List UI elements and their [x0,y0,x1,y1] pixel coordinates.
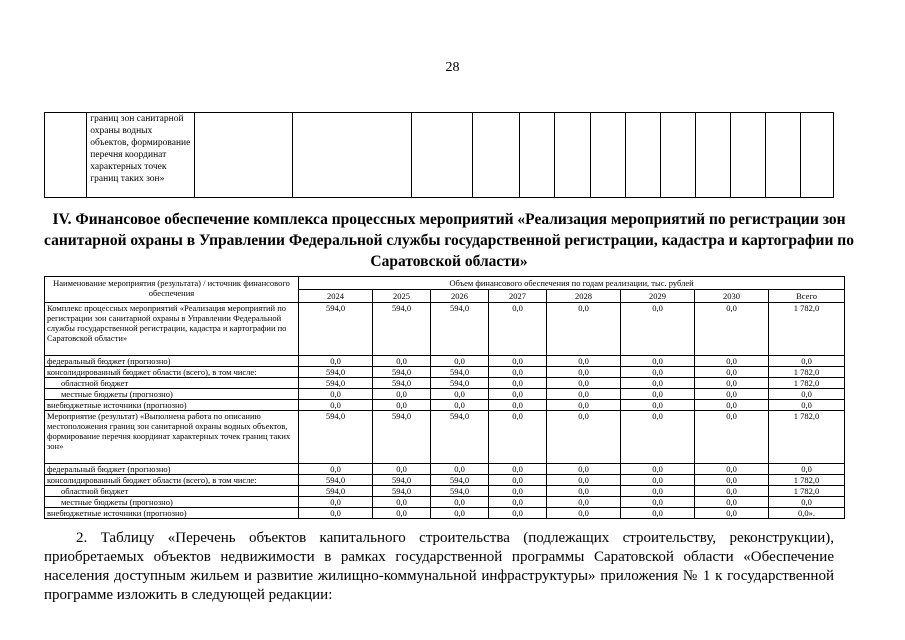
cell-value: 0,0 [489,389,547,400]
financing-table [44,276,845,519]
cell-value: 0,0 [695,389,769,400]
body-paragraph: 2. Таблицу «Перечень объектов капитального строительства (подлежащих строительству, реконструкции), приобретаемых объектов недвижимости в рамках государственной программы Саратовской области «Обеспечение населения доступным жильем и развитие жилищно-коммунальной инфраструктуры» приложения № 1 к государственной программе изложить в следующей редакции: [44,530,834,603]
cell-value: 1 782,0 [769,486,845,497]
row-name: местные бюджеты (прогнозно) [45,497,299,508]
cell-value: 0,0 [547,464,621,475]
cell-value: 0,0 [621,378,695,389]
cell-value: 0,0 [299,497,373,508]
cell-value: 594,0 [373,367,431,378]
cell-value: 0,0 [695,411,769,464]
cell-value: 0,0 [489,486,547,497]
cell-value: 0,0 [695,475,769,486]
cell-value: 594,0 [373,378,431,389]
cell-value: 1 782,0 [769,411,845,464]
cell-value: 594,0 [373,303,431,356]
table-row [45,464,845,475]
cell-value: 0,0 [373,400,431,411]
cell-value: 0,0 [621,508,695,519]
row-name: областной бюджет [45,486,299,497]
cell-value: 594,0 [373,475,431,486]
cell-value: 0,0 [373,356,431,367]
year-header: 2029 [621,290,695,303]
cell-value: 0,0 [299,356,373,367]
cell-value: 594,0 [431,303,489,356]
cell-value: 0,0 [769,356,845,367]
cell-value: 0,0 [373,464,431,475]
cell-value: 0,0 [695,303,769,356]
cell-value: 0,0 [547,378,621,389]
cell-value: 0,0 [621,486,695,497]
cell-value: 0,0 [547,367,621,378]
year-header: 2026 [431,290,489,303]
table-row [45,475,845,486]
cell-value: 0,0 [489,356,547,367]
cell-value: 0,0 [431,508,489,519]
table-row [45,508,845,519]
year-header: 2027 [489,290,547,303]
cell-value: 0,0 [547,486,621,497]
row-name: консолидированный бюджет области (всего), в том числе: [45,367,299,378]
cell-value: 0,0 [621,303,695,356]
cell-value: 0,0 [299,400,373,411]
row-name: федеральный бюджет (прогнозно) [45,356,299,367]
table-cell: границ зон санитарной охраны водных объектов, формирование перечня координат характерных точек границ таких зон» [87,113,194,198]
table-row [45,400,845,411]
cell-value: 0,0 [621,389,695,400]
table-row [45,113,834,198]
row-name: Мероприятие (результат) «Выполнена работа по описанию местоположения границ зон санитарной охраны водных объектов, формирование перечня координат характерных точек границ таких зон» [45,411,299,464]
row-name: внебюджетные источники (прогнозно) [45,400,299,411]
row-name: Комплекс процессных мероприятий «Реализация мероприятий по регистрации зон санитарной охраны в Управлении Федеральной службы государственной регистрации, кадастра и картографии по Саратовской области» [45,303,299,356]
cell-value: 0,0 [547,356,621,367]
table-row [45,411,845,464]
cell-value: 1 782,0 [769,303,845,356]
cell-value: 0,0 [621,400,695,411]
cell-value: 0,0 [489,303,547,356]
cell-value: 594,0 [299,486,373,497]
cell-value: 594,0 [431,475,489,486]
cell-value: 594,0 [431,378,489,389]
cell-value: 1 782,0 [769,475,845,486]
row-name: внебюджетные источники (прогнозно) [45,508,299,519]
volume-column-header: Объем финансового обеспечения по годам реализации, тыс. рублей [299,277,845,290]
cell-value: 0,0 [621,356,695,367]
cell-value: 0,0 [547,508,621,519]
table-row [45,389,845,400]
cell-value: 0,0 [695,356,769,367]
cell-value: 0,0 [769,389,845,400]
cell-value: 0,0 [489,508,547,519]
cell-value: 0,0 [769,464,845,475]
name-column-header: Наименование мероприятия (результата) / источник финансового обеспечения [45,277,299,303]
cell-value: 0,0 [695,378,769,389]
cell-value: 0,0 [299,464,373,475]
cell-value: 0,0 [431,356,489,367]
year-header: 2025 [373,290,431,303]
cell-value: 0,0 [489,464,547,475]
row-name: консолидированный бюджет области (всего), в том числе: [45,475,299,486]
cell-value: 0,0 [695,464,769,475]
cell-value: 0,0 [547,497,621,508]
table-row [45,356,845,367]
cell-value: 594,0 [299,367,373,378]
cell-value: 0,0 [373,389,431,400]
year-header: 2024 [299,290,373,303]
cell-value: 0,0 [373,497,431,508]
cell-value: 0,0 [547,303,621,356]
cell-value: 0,0 [547,389,621,400]
page-number: 28 [445,60,460,75]
cell-value: 0,0 [299,508,373,519]
cell-value: 0,0 [431,497,489,508]
cell-value: 0,0 [621,497,695,508]
cell-value: 0,0 [695,400,769,411]
continuation-table [44,112,834,198]
cell-value: 594,0 [373,486,431,497]
cell-value: 0,0 [431,400,489,411]
cell-value: 0,0 [695,497,769,508]
cell-value: 0,0 [431,389,489,400]
cell-value: 0,0 [547,400,621,411]
cell-value: 0,0 [547,411,621,464]
cell-value: 0,0 [621,367,695,378]
cell-value: 594,0 [431,367,489,378]
cell-value: 0,0 [547,475,621,486]
cell-value: 0,0 [373,508,431,519]
table-row [45,378,845,389]
row-name: областной бюджет [45,378,299,389]
cell-value: 0,0 [769,400,845,411]
cell-value: 0,0 [299,389,373,400]
table-row [45,367,845,378]
cell-value: 0,0 [489,411,547,464]
row-name: федеральный бюджет (прогнозно) [45,464,299,475]
table-row [45,497,845,508]
cell-value: 0,0 [489,497,547,508]
cell-value: 0,0 [769,497,845,508]
cell-value: 0,0 [695,367,769,378]
total-header: Всего [769,290,845,303]
cell-value: 1 782,0 [769,367,845,378]
cell-value: 594,0 [431,486,489,497]
cell-value: 594,0 [299,303,373,356]
cell-value: 594,0 [299,411,373,464]
cell-value: 594,0 [373,411,431,464]
cell-value: 0,0 [621,411,695,464]
year-header: 2028 [547,290,621,303]
cell-value: 0,0 [695,508,769,519]
cell-value: 0,0 [621,464,695,475]
table-row [45,303,845,356]
cell-value: 594,0 [431,411,489,464]
cell-value: 1 782,0 [769,378,845,389]
section-heading: IV. Финансовое обеспечение комплекса процессных мероприятий «Реализация мероприятий по регистрации зон санитарной охраны в Управлении Федеральной службы государственной регистрации, кадастра и картографии по Саратовской области» [44,211,854,270]
cell-value: 0,0 [489,378,547,389]
table-row [45,486,845,497]
cell-value: 0,0 [695,486,769,497]
cell-value: 0,0 [489,400,547,411]
cell-value: 594,0 [299,475,373,486]
year-header: 2030 [695,290,769,303]
cell-value: 0,0 [621,475,695,486]
header-row [45,277,845,290]
cell-value: 594,0 [299,378,373,389]
cell-value: 0,0 [489,367,547,378]
cell-value: 0,0». [769,508,845,519]
cell-value: 0,0 [431,464,489,475]
cell-value: 0,0 [489,475,547,486]
row-name: местные бюджеты (прогнозно) [45,389,299,400]
